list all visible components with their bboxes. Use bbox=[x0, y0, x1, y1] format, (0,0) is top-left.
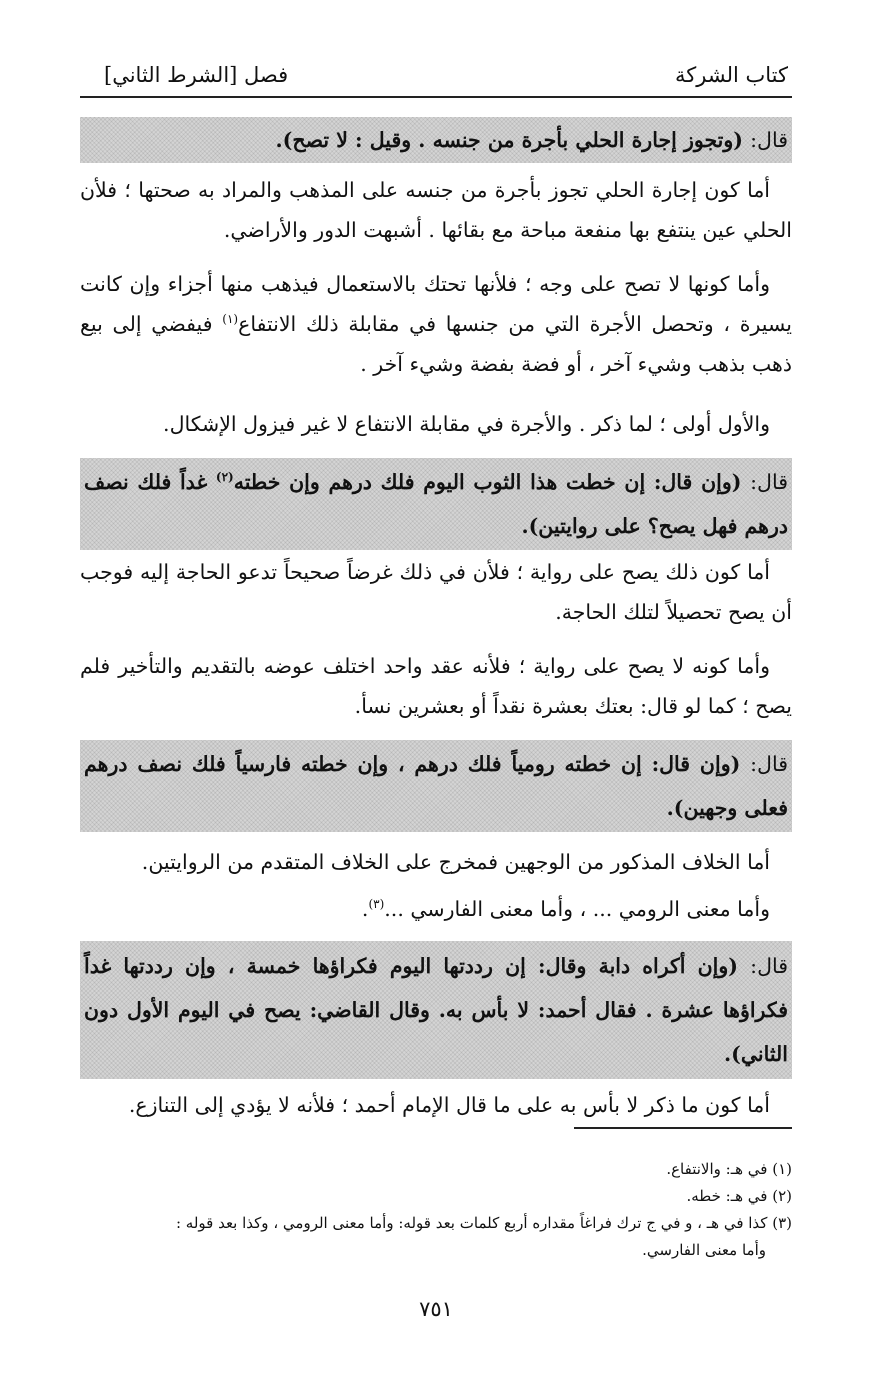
sharh-paragraph: وأما كونه لا يصح على رواية ؛ فلأنه عقد واحد اختلف عوضه بالتقديم والتأخير فلم يصح ؛ كما لو قال: بعتك بعشرة نقداً أو بعشرين نسأ. bbox=[80, 654, 792, 718]
footnote-3-continued: وأما معنى الفارسي. bbox=[642, 1241, 766, 1259]
matn-quote: (وتجوز إجارة الحلي بأجرة من جنسه . وقيل : لا تصح). bbox=[275, 128, 743, 152]
sharh-paragraph: والأول أولى ؛ لما ذكر . والأجرة في مقابلة الانتفاع لا غير فيزول الإشكال. bbox=[163, 412, 770, 436]
footnote-2: (٢) في هـ: خطه. bbox=[686, 1187, 792, 1205]
footnote-ref: (٣) bbox=[368, 897, 385, 912]
sharh-paragraph: أما كون ما ذكر لا بأس به على ما قال الإمام أحمد ؛ فلأنه لا يؤدي إلى التنازع. bbox=[128, 1093, 770, 1117]
footnote-1: (١) في هـ: والانتفاع. bbox=[666, 1160, 792, 1178]
sharh-paragraph: أما كون ذلك يصح على رواية ؛ فلأن في ذلك غرضاً صحيحاً تدعو الحاجة إليه فوجب أن يصح تحصيلاً لتلك الحاجة. bbox=[80, 560, 792, 624]
footnotes bbox=[80, 1156, 792, 1264]
matn-box-1 bbox=[80, 117, 792, 163]
running-header bbox=[80, 54, 792, 98]
footnote-ref: (١) bbox=[222, 312, 239, 327]
sharh-paragraph: وأما كونها لا تصح على وجه ؛ فلأنها تحتك بالاستعمال فيذهب منها أجزاء وإن كانت يسيرة ، وتحصل الأجرة التي من جنسها في مقابلة ذلك الانتفاع$^{(١)}$ فيفضي إلى بيع ذهب بذهب وشيء آخر ، أو فضة بفضة وشيء آخر . bbox=[80, 272, 792, 376]
matn-text: قال: (وإن أكراه دابة وقال: إن رددتها اليوم فكراؤها خمسة ، وإن رددتها غداً فكراؤها عشرة . فقال أحمد: لا بأس به. وقال القاضي: يصح في اليوم الأول دون الثاني). bbox=[84, 954, 789, 1066]
footnote-3: (٣) كذا في هـ ، و في ج ترك فراغاً مقداره أربع كلمات بعد قوله: وأما معنى الرومي ، وكذا بعد قوله : bbox=[175, 1214, 792, 1232]
sharh-paragraph: وأما معنى الرومي ... ، وأما معنى الفارسي ...$^{(٣)}$. bbox=[361, 897, 770, 921]
matn-text bbox=[84, 117, 788, 163]
footnote-ref: (٢) bbox=[215, 470, 234, 485]
book-page bbox=[80, 0, 792, 1377]
header-chapter-title: فصل [الشرط الثاني] bbox=[104, 63, 289, 87]
qal-label: قال: bbox=[750, 128, 788, 152]
page-number: ٧٥١ bbox=[419, 1297, 453, 1321]
matn-box-2 bbox=[80, 458, 792, 550]
matn-box-3 bbox=[80, 740, 792, 832]
matn-text: قال: (وإن قال: إن خطت هذا الثوب اليوم فلك درهم وإن خطته$^{(٢)}$ غداً فلك نصف درهم فهل يصح؟ على روايتين). bbox=[84, 470, 788, 538]
sharh-paragraph: أما كون إجارة الحلي تجوز بأجرة من جنسه على المذهب والمراد به صحتها ؛ فلأن الحلي عين ينتفع بها منفعة مباحة مع بقائها . أشبهت الدور والأراضي. bbox=[80, 178, 792, 242]
footnote-divider bbox=[574, 1127, 792, 1129]
qal-label: قال: bbox=[750, 470, 788, 494]
header-book-title: كتاب الشركة bbox=[675, 63, 788, 87]
sharh-paragraph: أما الخلاف المذكور من الوجهين فمخرج على الخلاف المتقدم من الروايتين. bbox=[141, 850, 770, 874]
matn-box-4 bbox=[80, 941, 792, 1079]
qal-label: قال: bbox=[750, 752, 788, 776]
qal-label: قال: bbox=[750, 954, 789, 978]
matn-text: قال: (وإن قال: إن خطته رومياً فلك درهم ، وإن خطته فارسياً فلك نصف درهم فعلى وجهين). bbox=[84, 752, 788, 820]
